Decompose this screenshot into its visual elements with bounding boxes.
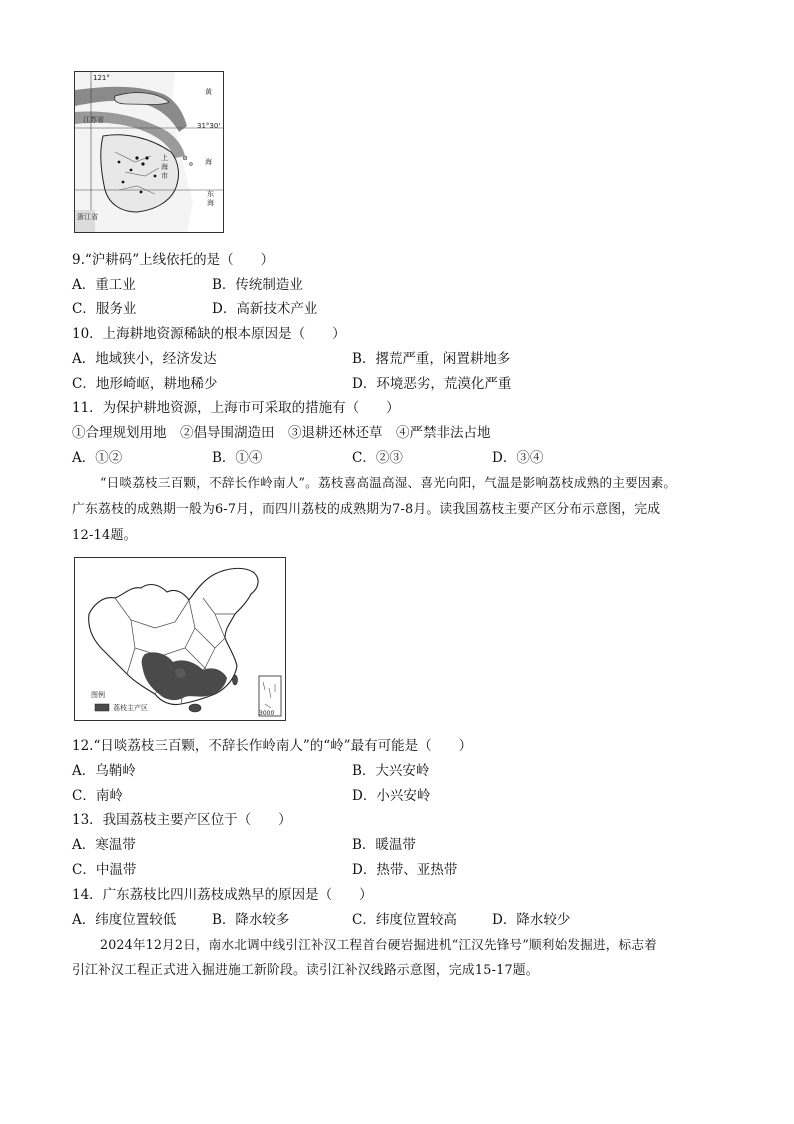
passage1-line1: “日啖荔枝三百颗，不辞长作岭南人”。荔枝喜高温高湿、喜光向阳，气温是影响荔枝成熟的主要因素。 <box>100 475 677 490</box>
q12-option-d: D．小兴安岭 <box>352 788 431 804</box>
q14-option-b: B．降水较多 <box>212 912 290 928</box>
zhejiang-label: 浙江省 <box>77 213 98 221</box>
q9-stem: 9.“沪耕码”上线依托的是（ ） <box>72 252 275 268</box>
lon-label: 121° <box>93 74 110 82</box>
q13-option-c: C．中温带 <box>72 862 137 878</box>
sea-label-top: 黄 <box>205 88 212 96</box>
q9-option-b: B．传统制造业 <box>212 277 303 293</box>
scale-label: 3000 <box>259 710 275 717</box>
shanghai-map-figure <box>74 71 224 233</box>
sea-label-mid: 海 <box>205 158 212 166</box>
shanghai-map-graphic <box>75 72 223 232</box>
q13-option-a: A．寒温带 <box>72 837 136 853</box>
china-lychee-map-graphic <box>75 558 285 720</box>
q10-option-b: B．撂荒严重，闲置耕地多 <box>352 351 511 367</box>
q13-option-d: D．热带、亚热带 <box>352 862 458 878</box>
shanghai-label: 上海市 <box>161 154 168 180</box>
q9-option-a: A．重工业 <box>72 277 136 293</box>
q11-items: ①合理规划用地 ②倡导围湖造田 ③退耕还林还草 ④严禁非法占地 <box>72 425 491 441</box>
q13-option-b: B．暖温带 <box>352 837 416 853</box>
sea-label-bottom: 东海 <box>207 190 214 207</box>
q10-stem: 10．上海耕地资源稀缺的根本原因是（ ） <box>72 326 346 342</box>
q11-option-b: B．①④ <box>212 450 263 466</box>
china-lychee-map-figure <box>74 557 286 721</box>
q13-stem: 13．我国荔枝主要产区位于（ ） <box>72 812 292 828</box>
q12-option-c: C．南岭 <box>72 788 123 804</box>
q12-stem: 12.“日啖荔枝三百颗，不辞长作岭南人”的“岭”最有可能是（ ） <box>72 738 473 754</box>
q11-option-c: C．②③ <box>352 450 403 466</box>
q10-option-a: A．地域狭小，经济发达 <box>72 351 217 367</box>
q14-stem: 14．广东荔枝比四川荔枝成熟早的原因是（ ） <box>72 887 373 903</box>
jiangsu-label: 江苏省 <box>83 116 104 124</box>
passage2-line2: 引江补汉工程正式进入掘进施工新阶段。读引江补汉线路示意图，完成15-17题。 <box>72 963 539 978</box>
q12-option-a: A．乌鞘岭 <box>72 763 136 779</box>
q11-option-a: A．①② <box>72 450 123 466</box>
legend-title: 图例 <box>91 691 105 699</box>
passage2-line1: 2024年12月2日，南水北调中线引江补汉工程首台硬岩掘进机“江汉先锋号”顺利始发掘进，标志着 <box>100 937 657 952</box>
q11-option-d: D．③④ <box>492 450 544 466</box>
q14-option-c: C．纬度位置较高 <box>352 912 457 928</box>
legend-item-lychee: 荔枝主产区 <box>113 704 148 712</box>
q9-option-c: C．服务业 <box>72 301 137 317</box>
q9-option-d: D．高新技术产业 <box>212 301 318 317</box>
q10-option-d: D．环境恶劣，荒漠化严重 <box>352 376 512 392</box>
passage1-line3: 12-14题。 <box>72 528 137 543</box>
q14-option-d: D．降水较少 <box>492 912 571 928</box>
q14-option-a: A．纬度位置较低 <box>72 912 177 928</box>
passage1-line2: 广东荔枝的成熟期一般为6-7月，而四川荔枝的成熟期为7-8月。读我国荔枝主要产区分布示意图，完成 <box>72 502 661 517</box>
lat-label: 31°30' <box>197 122 221 130</box>
q10-option-c: C．地形崎岖，耕地稀少 <box>72 376 218 392</box>
q11-stem: 11．为保护耕地资源，上海市可采取的措施有（ ） <box>72 400 400 416</box>
q12-option-b: B．大兴安岭 <box>352 763 430 779</box>
